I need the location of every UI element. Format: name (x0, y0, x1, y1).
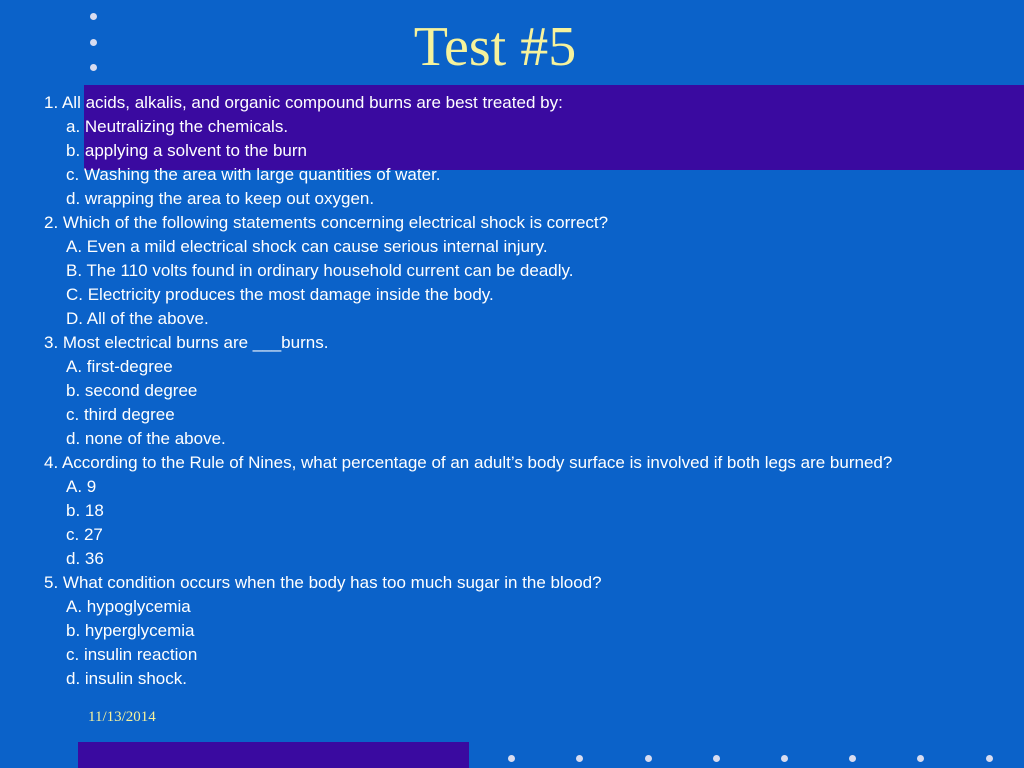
answer-option: c. Washing the area with large quantities of water. (66, 165, 441, 184)
answer-option: A. first-degree (66, 357, 173, 376)
answer-option: b. applying a solvent to the burn (66, 141, 307, 160)
question-block (44, 331, 984, 451)
decorative-dot (849, 755, 856, 762)
answer-option: B. The 110 volts found in ordinary household current can be deadly. (66, 261, 574, 280)
question-list (44, 91, 984, 691)
answer-option: D. All of the above. (66, 309, 209, 328)
answer-option: c. insulin reaction (66, 645, 198, 664)
decorative-dot (576, 755, 583, 762)
question-text: 5. What condition occurs when the body has too much sugar in the blood? (44, 573, 602, 592)
decorative-dot (781, 755, 788, 762)
answer-option: c. third degree (66, 405, 175, 424)
slide-date: 11/13/2014 (88, 709, 156, 725)
answer-option: a. Neutralizing the chemicals. (66, 117, 289, 136)
answer-option: A. 9 (66, 477, 97, 496)
decorative-dot (508, 755, 515, 762)
answer-option: d. insulin shock. (66, 669, 187, 688)
question-block (44, 571, 984, 691)
answer-option: b. second degree (66, 381, 198, 400)
answer-option: A. Even a mild electrical shock can cause serious internal injury. (66, 237, 548, 256)
answer-option: d. none of the above. (66, 429, 226, 448)
question-text: 2. Which of the following statements concerning electrical shock is correct? (44, 213, 609, 232)
decorative-dot (986, 755, 993, 762)
answer-option: b. 18 (66, 501, 104, 520)
answer-option: b. hyperglycemia (66, 621, 195, 640)
answer-option: C. Electricity produces the most damage inside the body. (66, 285, 494, 304)
question-block (44, 91, 984, 211)
answer-option: A. hypoglycemia (66, 597, 191, 616)
decorative-dot (917, 755, 924, 762)
question-block (44, 451, 984, 571)
answer-option: c. 27 (66, 525, 103, 544)
slide-title: Test #5 (413, 16, 577, 78)
decorative-dot (645, 755, 652, 762)
decorative-dot (713, 755, 720, 762)
question-block (44, 211, 984, 331)
answer-option: d. 36 (66, 549, 104, 568)
answer-option: d. wrapping the area to keep out oxygen. (66, 189, 375, 208)
question-text: 3. Most electrical burns are ___burns. (44, 333, 329, 352)
decorative-bar-bottom (78, 742, 469, 768)
question-text: 4. According to the Rule of Nines, what percentage of an adult’s body surface is involved if both legs are burned? (44, 453, 893, 472)
question-text: 1. All acids, alkalis, and organic compound burns are best treated by: (44, 93, 563, 112)
